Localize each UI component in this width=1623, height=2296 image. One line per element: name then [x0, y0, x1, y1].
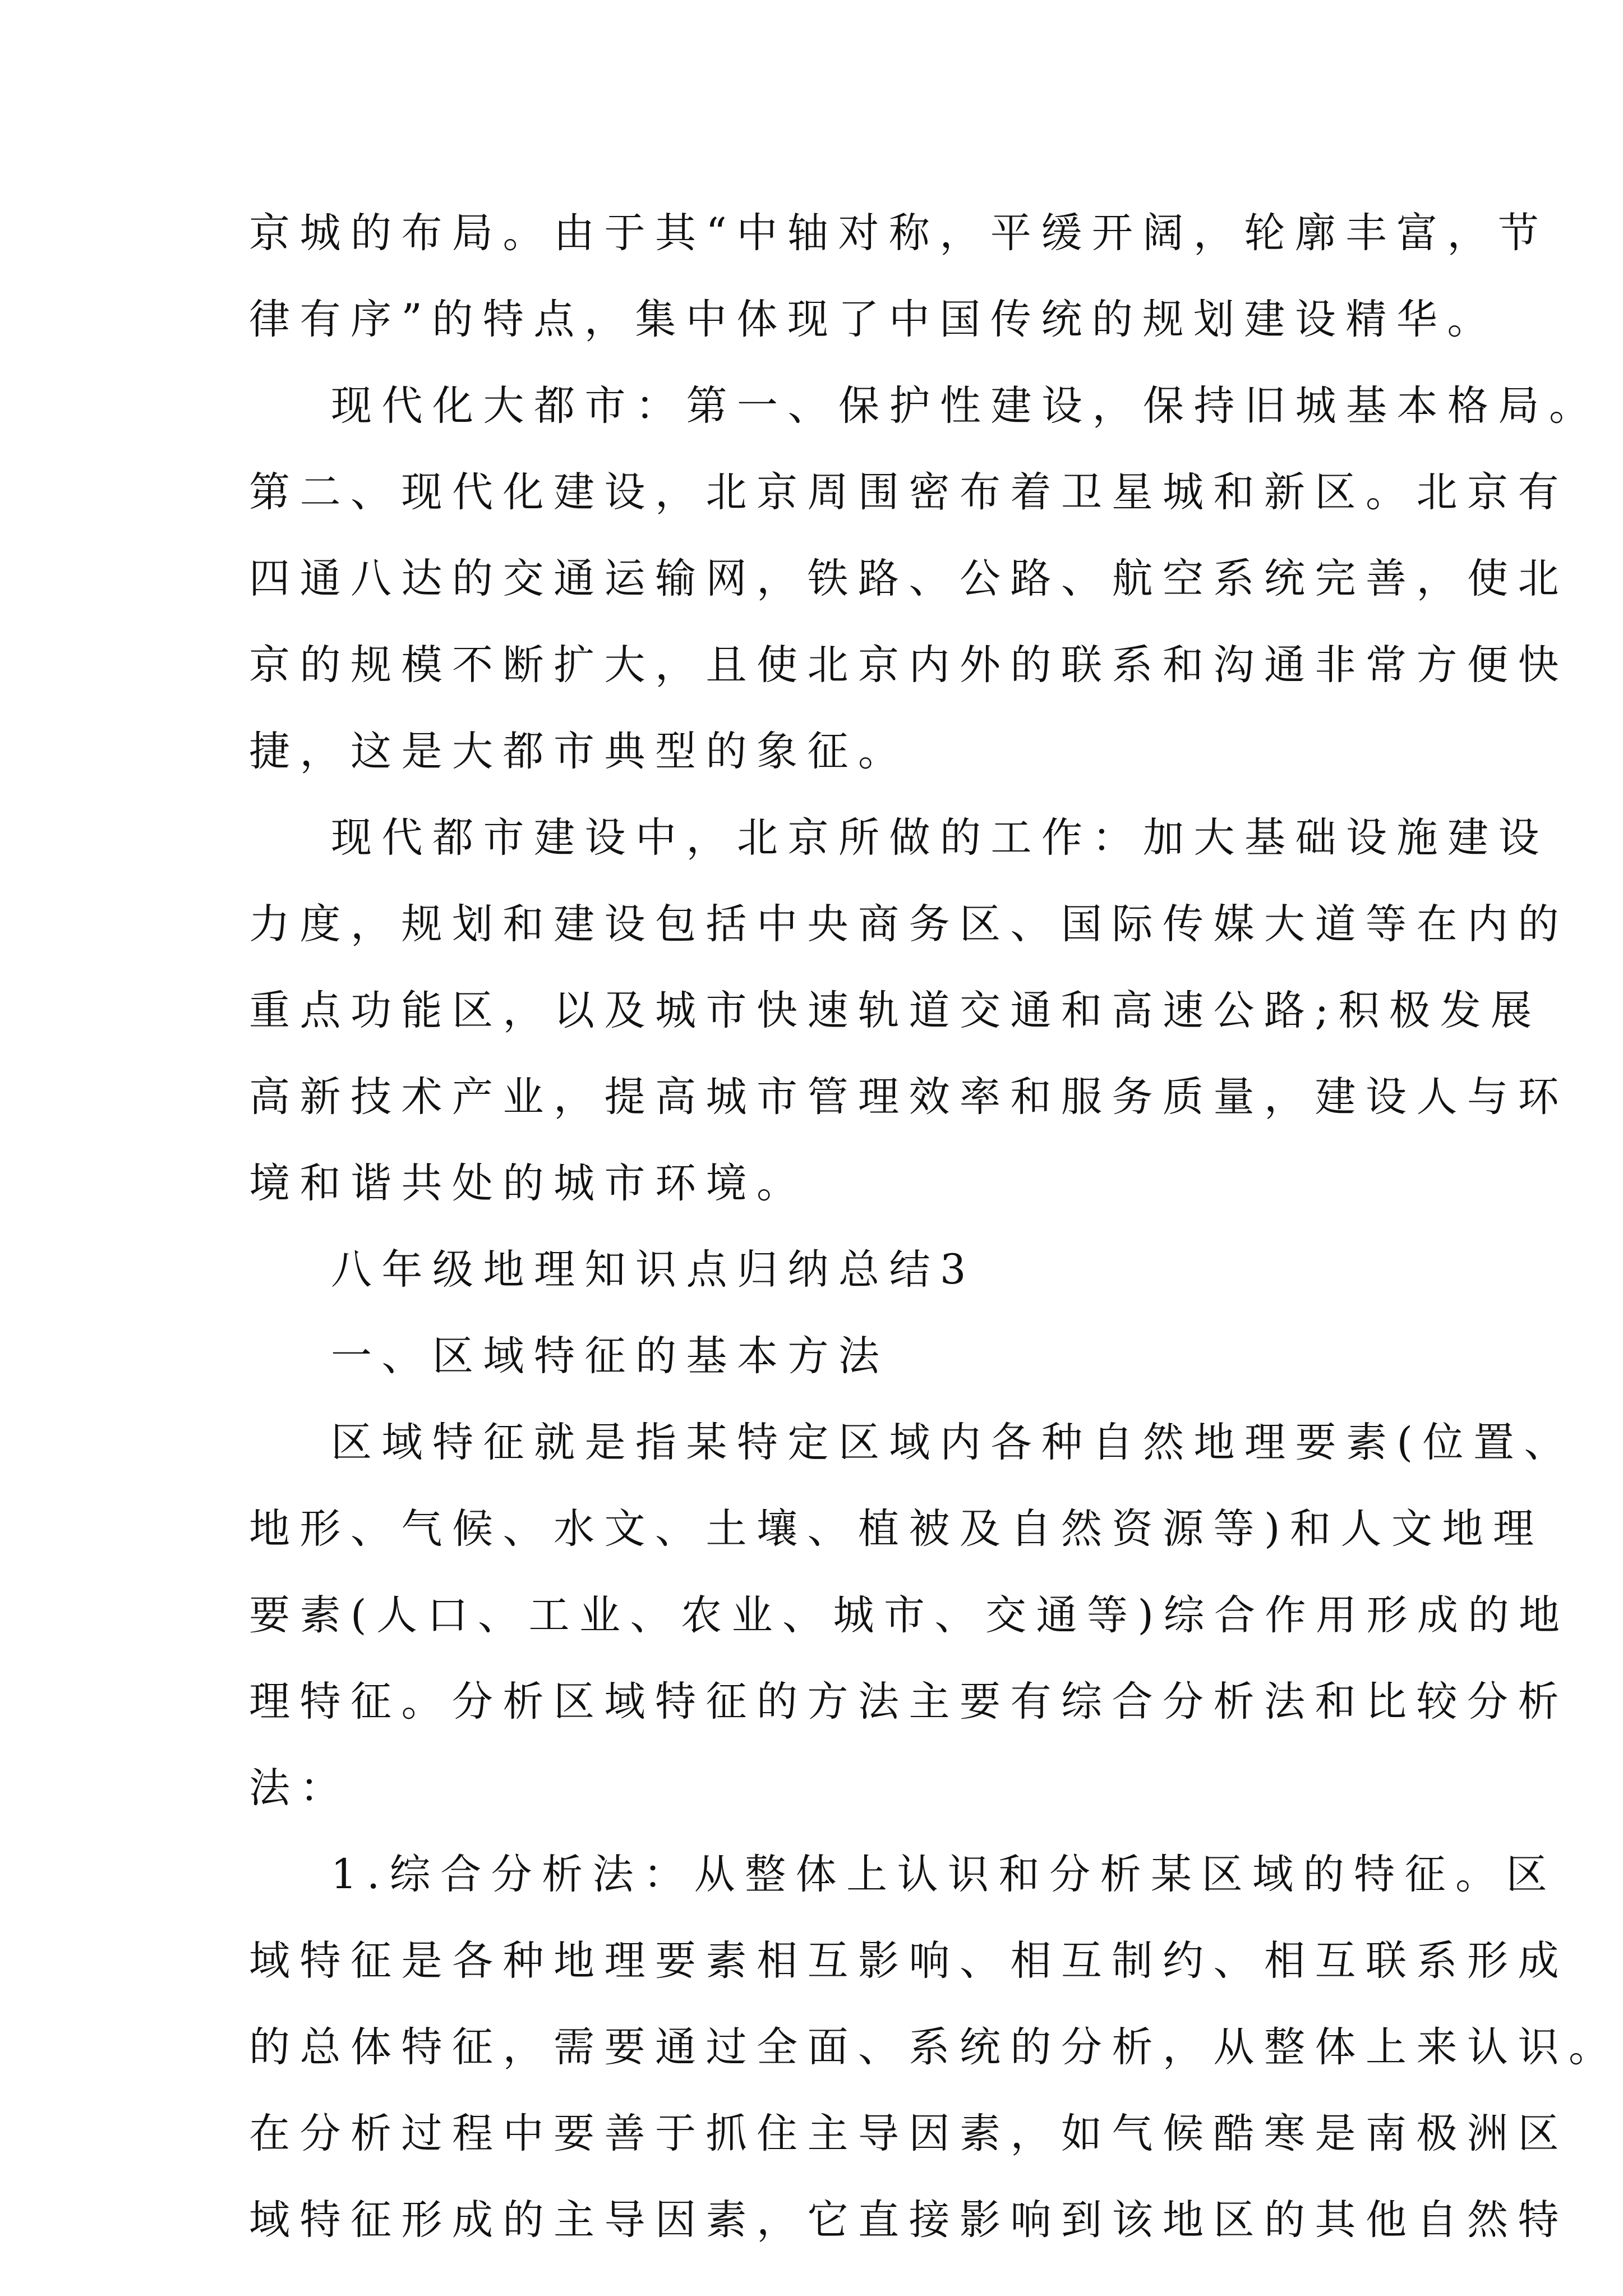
- paragraph-start-line: 区域特征就是指某特定区域内各种自然地理要素(位置、: [331, 1419, 1575, 1466]
- text-line: 的总体特征，需要通过全面、系统的分析，从整体上来认识。: [249, 2023, 1620, 2071]
- text-line: 域特征形成的主导因素，它直接影响到该地区的其他自然特: [249, 2196, 1569, 2244]
- text-line: 境和谐共处的城市环境。: [249, 1159, 808, 1207]
- subsection-heading: 一、区域特征的基本方法: [331, 1332, 889, 1380]
- text-line: 重点功能区，以及城市快速轨道交通和高速公路;积极发展: [249, 987, 1542, 1034]
- text-line: 法：: [249, 1764, 351, 1812]
- text-line: 第二、现代化建设，北京周围密布着卫星城和新区。北京有: [249, 468, 1569, 516]
- paragraph-start-line: 1.综合分析法：从整体上认识和分析某区域的特征。区: [331, 1851, 1557, 1898]
- text-line: 京的规模不断扩大，且使北京内外的联系和沟通非常方便快: [249, 641, 1569, 689]
- text-line: 高新技术产业，提高城市管理效率和服务质量，建设人与环: [249, 1073, 1569, 1121]
- text-line: 四通八达的交通运输网，铁路、公路、航空系统完善，使北: [249, 555, 1569, 602]
- paragraph-start-line: 现代化大都市：第一、保护性建设，保持旧城基本格局。: [331, 382, 1600, 430]
- text-line: 力度，规划和建设包括中央商务区、国际传媒大道等在内的: [249, 900, 1569, 948]
- text-line: 域特征是各种地理要素相互影响、相互制约、相互联系形成: [249, 1937, 1569, 1985]
- text-line: 捷，这是大都市典型的象征。: [249, 728, 909, 775]
- section-heading: 八年级地理知识点归纳总结3: [331, 1246, 976, 1294]
- text-line: 要素(人口、工业、农业、城市、交通等)综合作用形成的地: [249, 1591, 1570, 1639]
- text-line: 地形、气候、水文、土壤、植被及自然资源等)和人文地理: [249, 1505, 1544, 1553]
- text-line: 京城的布局。由于其“中轴对称，平缓开阔，轮廓丰富，节: [249, 209, 1549, 257]
- text-line: 律有序”的特点，集中体现了中国传统的规划建设精华。: [249, 296, 1498, 343]
- paragraph-start-line: 现代都市建设中，北京所做的工作：加大基础设施建设: [331, 814, 1549, 862]
- text-line: 理特征。分析区域特征的方法主要有综合分析法和比较分析: [249, 1678, 1569, 1726]
- text-line: 在分析过程中要善于抓住主导因素，如气候酷寒是南极洲区: [249, 2110, 1569, 2157]
